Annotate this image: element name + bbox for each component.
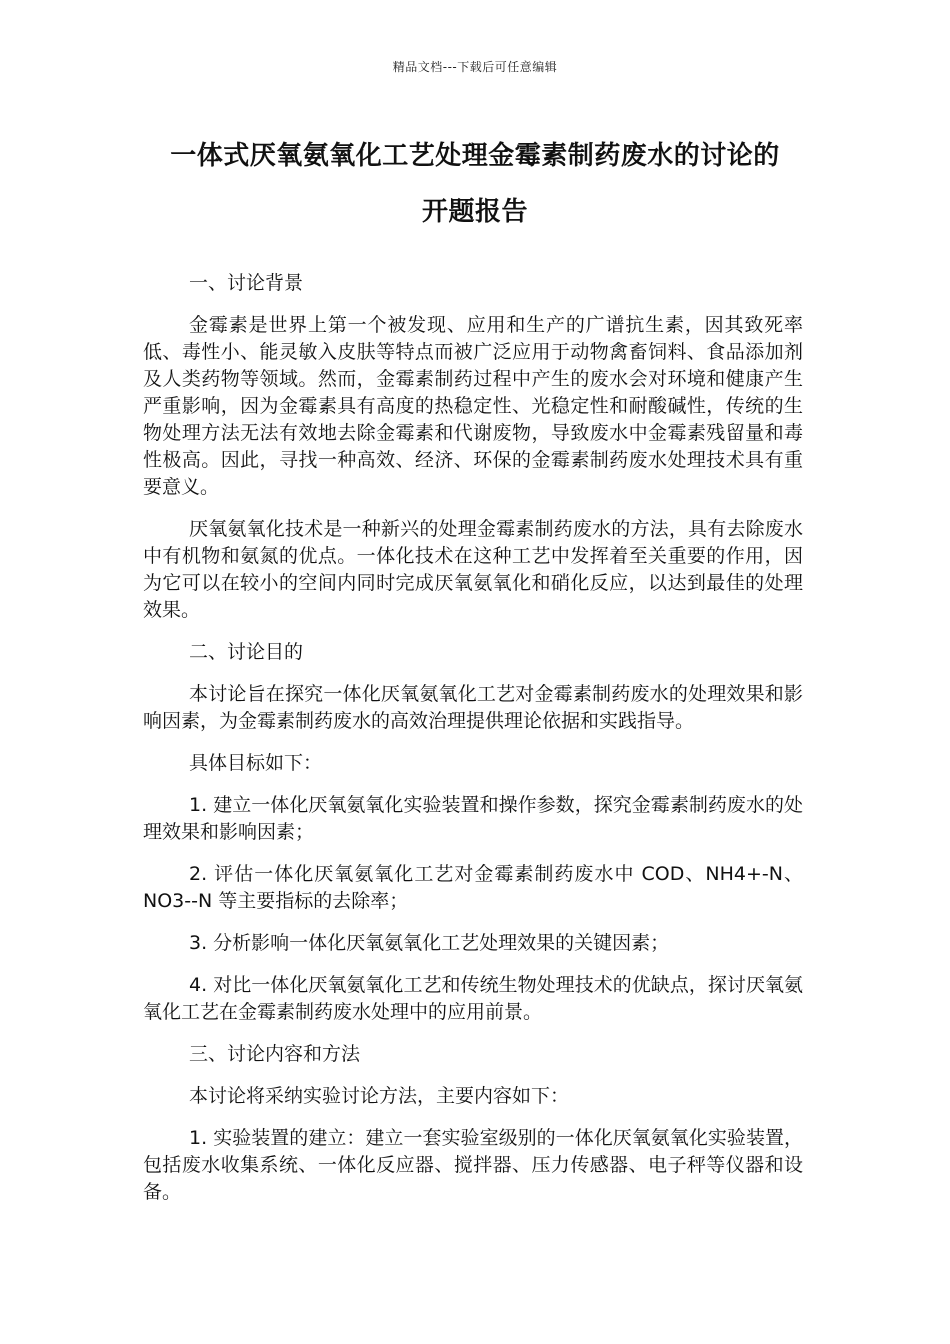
- paragraph-background-1: 金霉素是世界上第一个被发现、应用和生产的广谱抗生素，因其致死率低、毒性小、能灵敏入皮肤等特点而被广泛应用于动物禽畜饲料、食品添加剂及人类药物等领域。然而，金霉素制药过程中产生的废水会对环境和健康产生严重影响，因为金霉素具有高度的热稳定性、光稳定性和耐酸碱性，传统的生物处理方法无法有效地去除金霉素和代谢废物，导致废水中金霉素残留量和毒性极高。因此，寻找一种高效、经济、环保的金霉素制药废水处理技术具有重要意义。: [143, 314, 803, 498]
- title-line-1: 一体式厌氧氨氧化工艺处理金霉素制药废水的讨论的: [170, 141, 780, 171]
- goal-item-4: 4. 对比一体化厌氧氨氧化工艺和传统生物处理技术的优缺点，探讨厌氧氨氧化工艺在金霉素制药废水处理中的应用前景。: [143, 974, 803, 1023]
- paragraph-purpose: 本讨论旨在探究一体化厌氧氨氧化工艺对金霉素制药废水的处理效果和影响因素，为金霉素制药废水的高效治理提供理论依据和实践指导。: [143, 683, 803, 732]
- method-item-1: 1. 实验装置的建立：建立一套实验室级别的一体化厌氧氨氧化实验装置，包括废水收集系统、一体化反应器、搅拌器、压力传感器、电子秤等仪器和设备。: [143, 1127, 803, 1203]
- goals-intro: 具体目标如下：: [189, 752, 323, 774]
- goal-item-2: 2. 评估一体化厌氧氨氧化工艺对金霉素制药废水中 COD、NH4+-N、NO3--N 等主要指标的去除率；: [143, 863, 803, 912]
- page-header: 精品文档---下载后可任意编辑: [392, 60, 558, 74]
- document-title: [130, 128, 820, 240]
- document-body: [143, 270, 803, 1221]
- section-heading-background: 一、讨论背景: [189, 272, 304, 294]
- title-line-2: 开题报告: [421, 197, 528, 227]
- section-heading-methods: 三、讨论内容和方法: [189, 1043, 361, 1065]
- methods-intro: 本讨论将采纳实验讨论方法，主要内容如下：: [189, 1085, 570, 1107]
- section-heading-purpose: 二、讨论目的: [189, 641, 304, 663]
- goal-item-3: 3. 分析影响一体化厌氧氨氧化工艺处理效果的关键因素；: [189, 932, 670, 954]
- goal-item-1: 1. 建立一体化厌氧氨氧化实验装置和操作参数，探究金霉素制药废水的处理效果和影响因素；: [143, 794, 803, 843]
- paragraph-background-2: 厌氧氨氧化技术是一种新兴的处理金霉素制药废水的方法，具有去除废水中有机物和氨氮的优点。一体化技术在这种工艺中发挥着至关重要的作用，因为它可以在较小的空间内同时完成厌氧氨氧化和硝化反应，以达到最佳的处理效果。: [143, 518, 803, 621]
